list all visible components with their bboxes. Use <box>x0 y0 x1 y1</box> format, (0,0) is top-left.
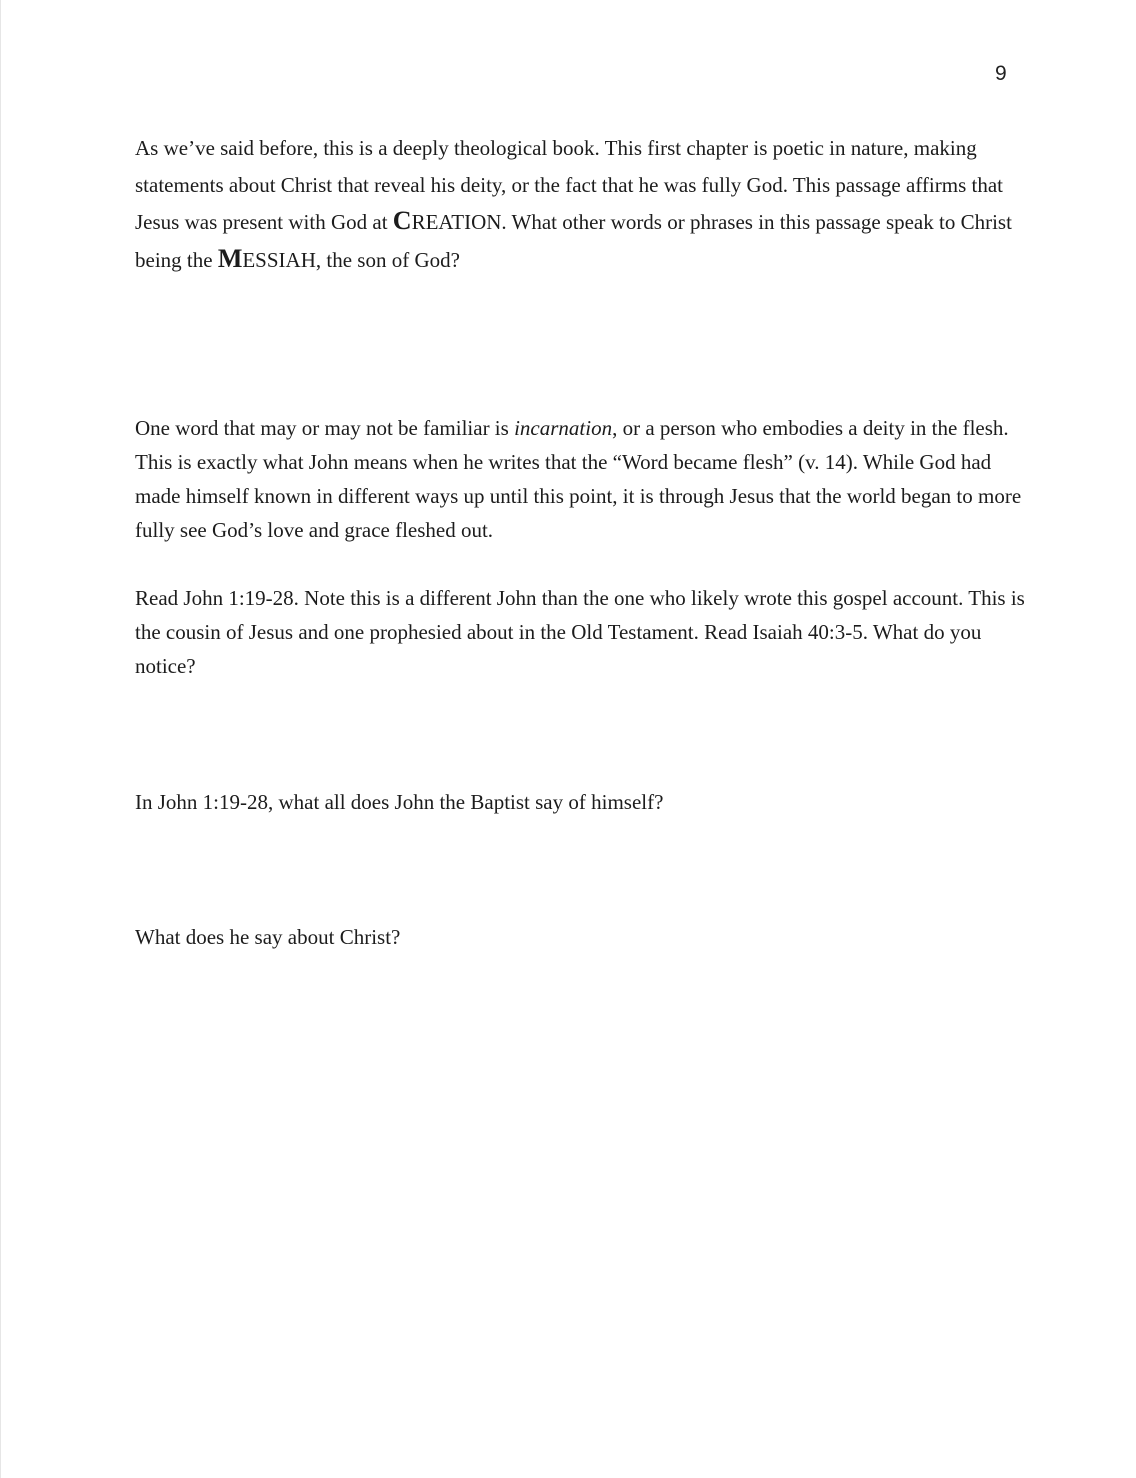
intro-paragraph <box>135 130 1025 278</box>
page-number: 9 <box>995 62 1007 85</box>
reading-paragraph: Read John 1:19-28. Note this is a different John than the one who likely wrote this gospel account. This is the cousin of Jesus and one prophesied about in the Old Testament. Read Isaiah 40:3-5. What do you notice? <box>135 586 1025 678</box>
question-john-baptist: In John 1:19-28, what all does John the Baptist say of himself? <box>135 790 664 814</box>
question-about-christ: What does he say about Christ? <box>135 925 401 949</box>
creation-initial: C <box>392 206 412 235</box>
intro-text-part2: . What other words or phrases in this passage speak to Christ being the <box>135 210 1012 272</box>
intro-text-part3: , the son of God? <box>315 247 460 272</box>
messiah-initial: M <box>217 243 243 273</box>
incarnation-text-part2: , or a person who embodies a deity in the flesh. This is exactly what John means when he writes that the “Word became flesh” (v. 14). While God had made himself known in different ways up until this point, it is through Jesus that the world began to more fully see God’s love and grace fleshed out. <box>135 416 1022 542</box>
incarnation-paragraph <box>135 411 1025 547</box>
incarnation-text-part1: One word that may or may not be familiar is <box>135 416 515 440</box>
messiah-rest: ESSIAH <box>242 247 316 272</box>
intro-text-part1: As we’ve said before, this is a deeply theological book. This first chapter is poetic in nature, making statements about Christ that reveal his deity, or the fact that he was fully God. This passage affirms that Jesus was present with God at <box>135 136 1003 234</box>
creation-rest: REATION <box>411 210 502 234</box>
incarnation-term: incarnation <box>514 416 613 440</box>
